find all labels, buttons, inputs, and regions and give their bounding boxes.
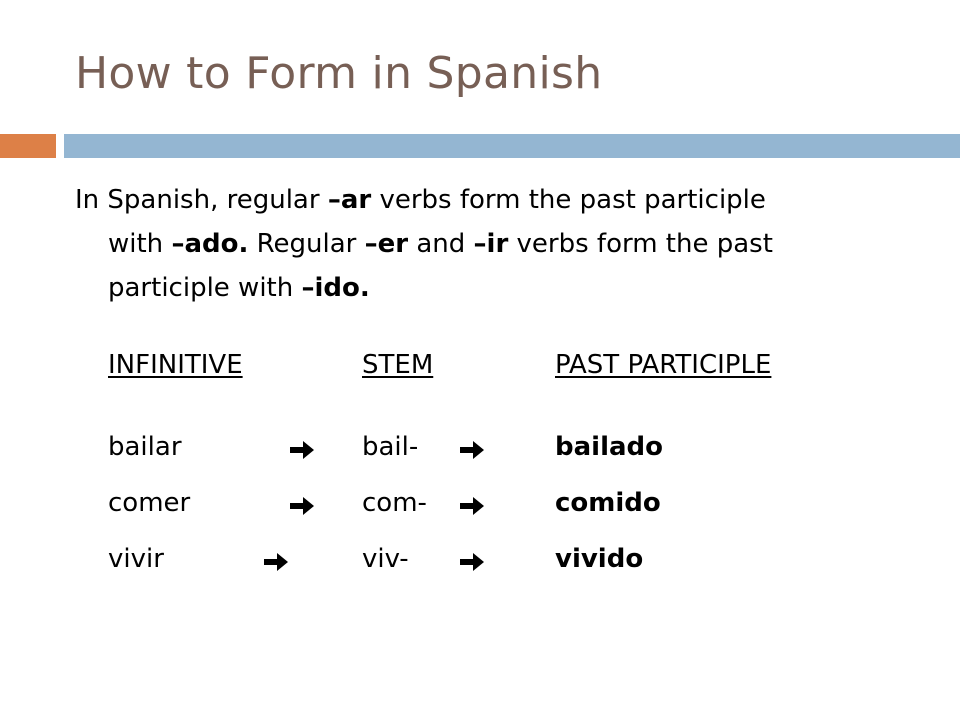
row-past-participle: comido (555, 488, 661, 518)
intro-paragraph (75, 178, 905, 310)
intro-line-1 (75, 178, 905, 222)
header-past-participle: PAST PARTICIPLE (555, 350, 772, 380)
header-infinitive: INFINITIVE (108, 350, 243, 380)
row-stem: com- (362, 488, 427, 518)
row-infinitive: vivir (108, 544, 164, 574)
intro-text: Regular (248, 229, 365, 259)
row-infinitive: comer (108, 488, 191, 518)
right-arrow-icon (458, 495, 486, 517)
row-stem: bail- (362, 432, 419, 462)
right-arrow-icon (288, 439, 316, 461)
intro-text: with (108, 229, 172, 259)
intro-bold-suffix: –ar (327, 185, 372, 215)
right-arrow-icon (458, 551, 486, 573)
row-infinitive: bailar (108, 432, 182, 462)
title-accent-bar-blue (64, 134, 960, 158)
intro-text: verbs form the past participle (371, 185, 766, 215)
intro-text: verbs form the past (508, 229, 773, 259)
right-arrow-icon (288, 495, 316, 517)
row-stem: viv- (362, 544, 409, 574)
row-past-participle: bailado (555, 432, 663, 462)
title-accent-bar-orange (0, 134, 56, 158)
intro-bold-suffix: –ir (473, 229, 509, 259)
intro-text: In Spanish, regular (75, 185, 328, 215)
right-arrow-icon (262, 551, 290, 573)
intro-bold-suffix: –ido. (301, 273, 370, 303)
intro-text: and (408, 229, 474, 259)
header-stem: STEM (362, 350, 434, 380)
right-arrow-icon (458, 439, 486, 461)
intro-text: participle with (108, 273, 302, 303)
intro-bold-suffix: –er (364, 229, 409, 259)
slide-title: How to Form in Spanish (75, 48, 603, 99)
intro-line-2 (75, 222, 905, 266)
row-past-participle: vivido (555, 544, 644, 574)
intro-bold-suffix: –ado. (171, 229, 249, 259)
intro-line-3 (75, 266, 905, 310)
